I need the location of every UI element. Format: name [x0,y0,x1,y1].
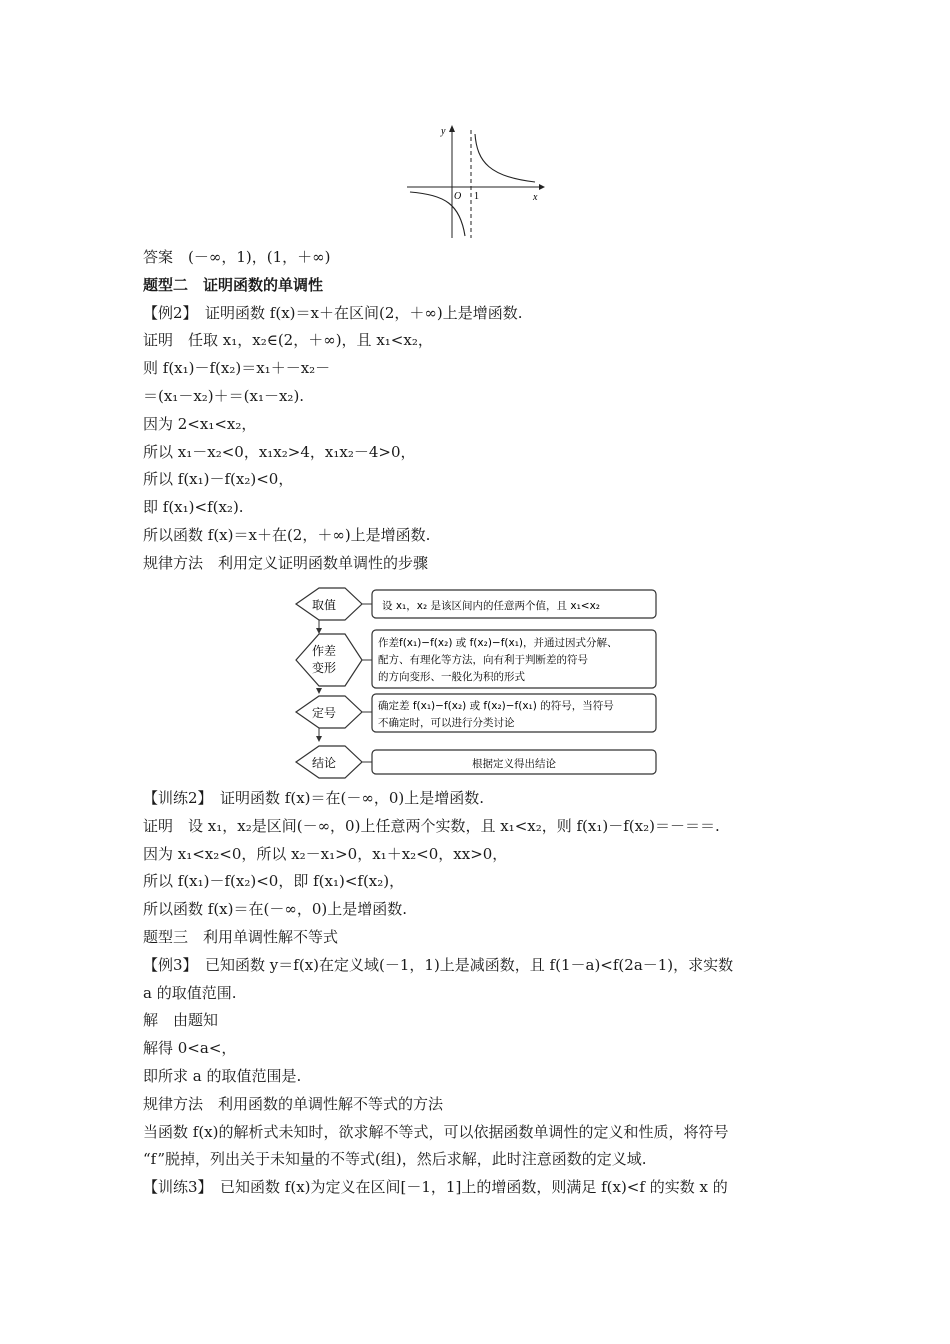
origin-label: O [454,191,462,202]
proof-line-1: 证明 任取 x₁，x₂∈(2，＋∞)，且 x₁<x₂， [143,331,433,350]
step-2-label-2: 变形 [312,661,337,675]
step-2-label-1: 作差 [312,644,337,658]
section-heading-3: 题型三 利用单调性解不等式 [143,927,339,946]
method-text-1: 当函数 f(x)的解析式未知时，欲求解不等式，可以依据函数单调性的定义和性质，将符号 [143,1122,729,1141]
step-1-label: 取值 [312,598,337,612]
training-2-proof-4: 所以函数 f(x)＝在(－∞，0)上是增函数. [143,900,407,919]
step-3-text-2: 不确定时，可以进行分类讨论 [378,717,515,729]
proof-line-6: 所以 f(x₁)－f(x₂)<0， [143,470,294,489]
training-3: 【训练3】 已知函数 f(x)为定义在区间[－1，1]上的增函数，则满足 f(x)<f 的实数 x 的 [143,1178,728,1197]
step-2-text-1: 作差f(x₁)−f(x₂) 或 f(x₂)−f(x₁)，并通过因式分解、 [378,637,618,649]
proof-line-3: ＝(x₁－x₂)＋＝(x₁－x₂). [143,386,305,405]
step-1-text: 设 x₁，x₂ 是该区间内的任意两个值，且 x₁<x₂ [382,600,601,612]
flow-step-2 [296,630,656,688]
y-axis-arrow [449,125,455,132]
step-3-label: 定号 [312,706,337,720]
solution-line-1: 解 由题知 [143,1011,219,1030]
flowchart [290,584,662,780]
example-2: 【例2】 证明函数 f(x)＝x＋在区间(2，＋∞)上是增函数. [143,303,523,322]
y-label: y [441,126,446,137]
step-4-label: 结论 [312,756,337,770]
content-bottom [143,785,823,1202]
method-heading-1: 规律方法 利用定义证明函数单调性的步骤 [143,553,429,572]
step-3-text-1: 确定差 f(x₁)−f(x₂) 或 f(x₂)−f(x₁) 的符号，当符号 [378,700,614,712]
training-2-proof-3: 所以 f(x₁)－f(x₂)<0，即 f(x₁)<f(x₂)， [143,872,405,891]
example-3-line-2: a 的取值范围. [143,983,237,1002]
step-2-text-3: 的方向变形、一般化为积的形式 [378,671,525,683]
flow-step-1 [296,588,656,620]
answer-line: 答案 (－∞，1)，(1，＋∞) [143,248,331,266]
function-graph [405,122,545,240]
method-heading-2: 规律方法 利用函数的单调性解不等式的方法 [143,1094,444,1113]
step-4-text: 根据定义得出结论 [472,758,556,770]
flow-step-3 [296,694,656,732]
proof-line-8: 所以函数 f(x)＝x＋在(2，＋∞)上是增函数. [143,525,431,544]
proof-line-5: 所以 x₁－x₂<0，x₁x₂>4，x₁x₂－4>0， [143,442,416,461]
training-2-proof-2: 因为 x₁<x₂<0，所以 x₂－x₁>0，x₁＋x₂<0，xx>0， [143,844,508,863]
method-text-2: “f”脱掉，列出关于未知量的不等式(组)，然后求解，此时注意函数的定义域. [143,1150,647,1169]
training-2-proof-1: 证明 设 x₁，x₂是区间(－∞，0)上任意两个实数，且 x₁<x₂，则 f(x₁)－f(x₂)＝－＝＝. [143,816,720,835]
training-2: 【训练2】 证明函数 f(x)＝在(－∞，0)上是增函数. [143,789,485,807]
solution-line-2: 解得 0<a<， [143,1039,237,1058]
step-2-text-2: 配方、有理化等方法，向有利于判断差的符号 [378,654,588,666]
content-top [143,244,823,578]
example-3-line-1: 【例3】 已知函数 y＝f(x)在定义域(－1，1)上是减函数，且 f(1－a)<f(2a－1)，求实数 [143,955,734,974]
one-label: 1 [474,191,479,202]
x-label: x [533,192,538,203]
proof-line-2: 则 f(x₁)－f(x₂)＝x₁＋－x₂－ [143,359,331,378]
x-axis-arrow [539,184,545,190]
proof-line-4: 因为 2<x₁<x₂， [143,414,257,433]
proof-line-7: 即 f(x₁)<f(x₂). [143,498,244,517]
section-heading-2: 题型二 证明函数的单调性 [143,275,324,294]
flow-step-4 [296,746,656,778]
solution-line-3: 即所求 a 的取值范围是. [143,1066,302,1085]
right-branch [475,134,535,182]
